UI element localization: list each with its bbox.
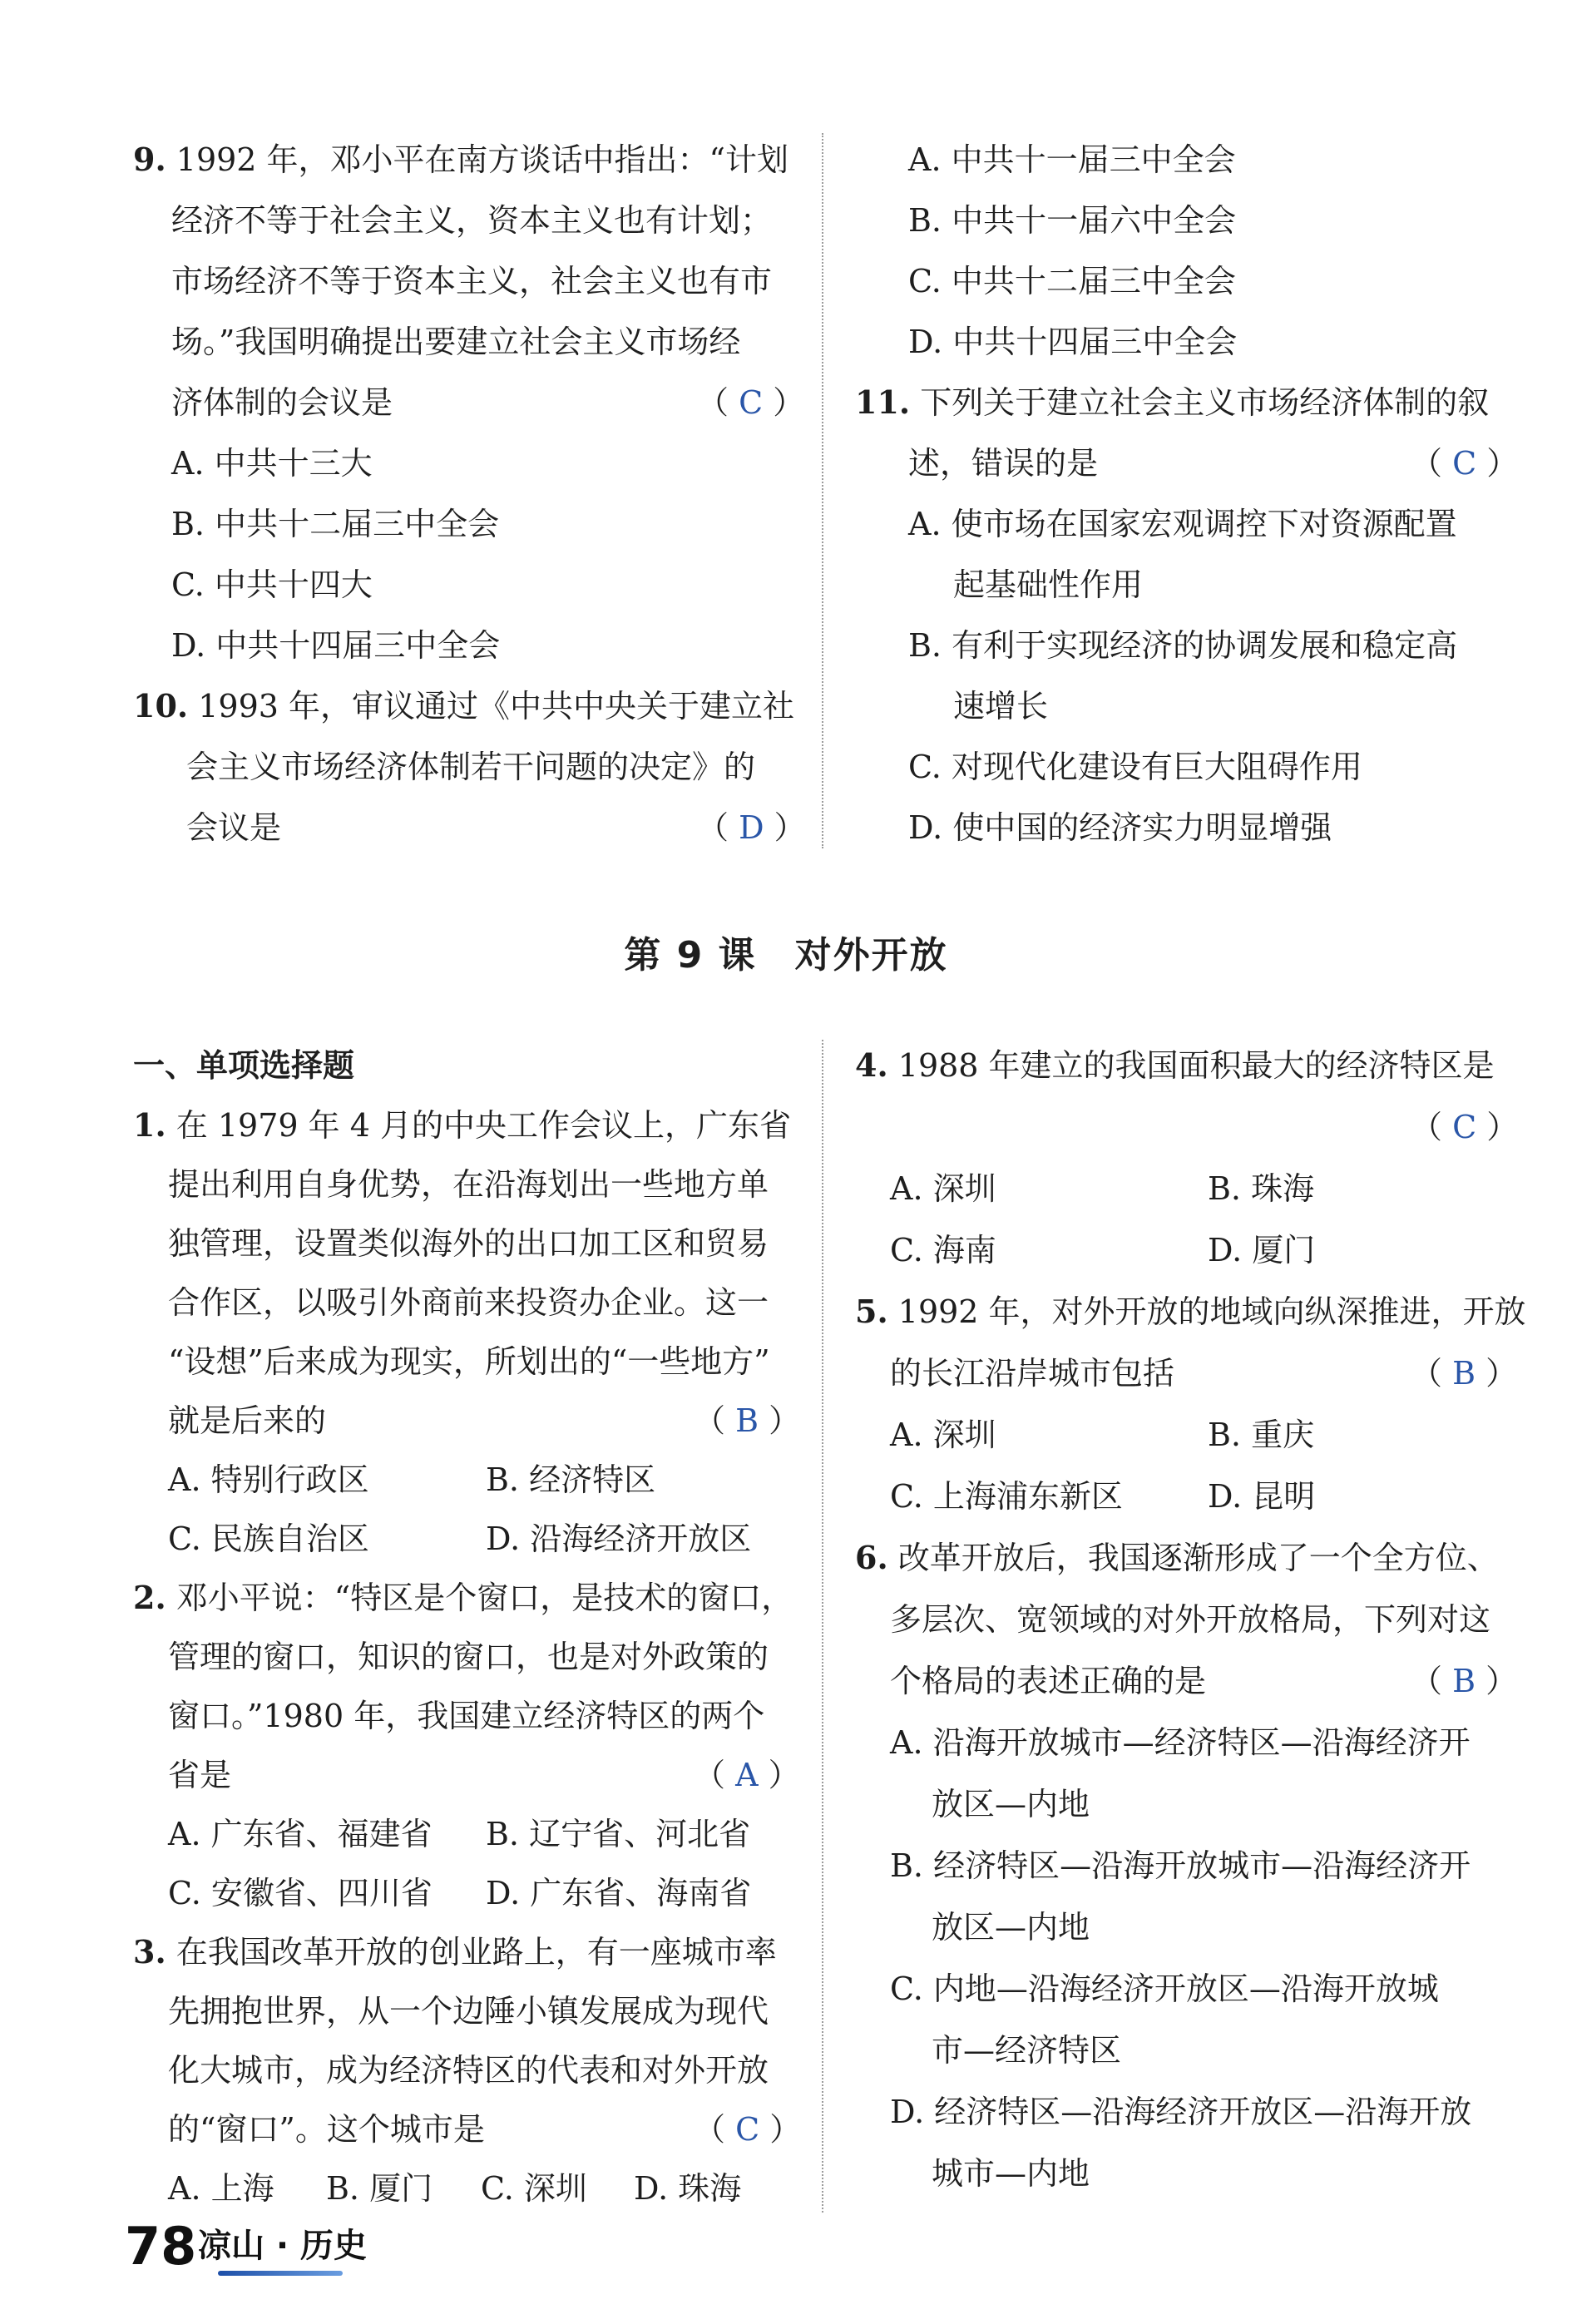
- option-a: A. 深圳: [890, 1170, 996, 1207]
- question-number: 4.: [855, 1046, 888, 1084]
- answer-letter: D: [739, 809, 764, 846]
- answer-letter: C: [1452, 445, 1477, 482]
- question-number: 10.: [133, 687, 189, 724]
- option-a-cont: 起基础性作用: [953, 566, 1144, 603]
- option-c: C. 中共十四大: [171, 566, 373, 603]
- option-b: B. 珠海: [1208, 1170, 1315, 1207]
- answer-blank: （ C ）: [694, 2111, 802, 2148]
- question-number: 5.: [855, 1293, 888, 1330]
- question-text: 合作区，以吸引外商前来投资办企业。这一: [168, 1284, 769, 1321]
- question-number: 9.: [133, 141, 166, 178]
- question-text: 就是后来的: [168, 1402, 327, 1439]
- answer-letter: C: [739, 384, 764, 421]
- option-d: D. 经济特区—沿海经济开放区—沿海开放: [890, 2094, 1472, 2130]
- question-text: 经济不等于社会主义，资本主义也有计划；: [171, 202, 773, 239]
- answer-letter: C: [1452, 1109, 1477, 1145]
- question-text: 场。”我国明确提出要建立社会主义市场经: [171, 324, 741, 360]
- page-number: 78: [125, 2216, 197, 2277]
- answer-blank: （ C ）: [697, 384, 805, 421]
- option-b: B. 重庆: [1208, 1417, 1315, 1453]
- option-c-cont: 市—经济特区: [932, 2032, 1122, 2069]
- lesson-title: 第 9 课 对外开放: [624, 934, 948, 977]
- option-d: D. 昆明: [1208, 1478, 1316, 1515]
- option-d: D. 中共十四届三中全会: [908, 324, 1238, 360]
- question-text: 1988 年建立的我国面积最大的经济特区是: [897, 1047, 1495, 1084]
- option-c: C. 民族自治区: [168, 1520, 369, 1557]
- option-c: C. 中共十二届三中全会: [908, 263, 1236, 299]
- question-text: 市场经济不等于资本主义，社会主义也有市: [171, 263, 773, 299]
- question-text: 1993 年，审议通过《中共中央关于建立社: [198, 688, 795, 724]
- question-text: 窗口。”1980 年，我国建立经济特区的两个: [168, 1698, 765, 1734]
- option-d: D. 沿海经济开放区: [486, 1520, 752, 1557]
- question-text: 多层次、宽领域的对外开放格局，下列对这: [890, 1601, 1491, 1638]
- question-text: 济体制的会议是: [171, 384, 393, 421]
- answer-blank: （ B ）: [1411, 1355, 1518, 1392]
- option-b: B. 辽宁省、河北省: [486, 1816, 751, 1852]
- question-text: 个格局的表述正确的是: [890, 1663, 1207, 1699]
- option-d: D. 厦门: [1208, 1232, 1316, 1268]
- question-text: 独管理，设置类似海外的出口加工区和贸易: [168, 1225, 769, 1262]
- column-divider-top: [822, 133, 823, 848]
- question-text: “设想”后来成为现实，所划出的“一些地方”: [168, 1343, 770, 1380]
- option-a: A. 使市场在国家宏观调控下对资源配置: [908, 506, 1457, 542]
- option-a: A. 沿海开放城市—经济特区—沿海经济开: [890, 1724, 1471, 1761]
- answer-letter: B: [1452, 1663, 1476, 1699]
- option-b: B. 中共十二届三中全会: [171, 506, 500, 542]
- column-divider-bottom: [822, 1040, 823, 2213]
- question-number: 6.: [855, 1539, 888, 1576]
- answer-blank: （ B ）: [694, 1402, 801, 1439]
- option-c: C. 安徽省、四川省: [168, 1875, 433, 1911]
- option-d: D. 使中国的经济实力明显增强: [908, 809, 1332, 846]
- answer-blank: （ C ）: [1411, 1109, 1519, 1145]
- option-b: B. 经济特区—沿海开放城市—沿海经济开: [890, 1847, 1471, 1884]
- question-text: 1992 年，邓小平在南方谈话中指出：“计划: [175, 141, 788, 178]
- question-text: 邓小平说：“特区是个窗口，是技术的窗口，: [175, 1580, 793, 1616]
- question-text: 的长江沿岸城市包括: [890, 1355, 1175, 1392]
- answer-letter: C: [735, 2111, 760, 2148]
- question-text: 述，错误的是: [908, 445, 1099, 482]
- answer-blank: （ A ）: [694, 1757, 800, 1793]
- footer-underline: [218, 2271, 343, 2276]
- question-number: 2.: [133, 1579, 166, 1616]
- option-c: C. 对现代化建设有巨大阻碍作用: [908, 749, 1362, 785]
- option-b: B. 有利于实现经济的协调发展和稳定高: [908, 627, 1458, 664]
- option-d: D. 广东省、海南省: [486, 1875, 752, 1911]
- option-a: A. 深圳: [890, 1417, 996, 1453]
- question-text: 1992 年，对外开放的地域向纵深推进，开放: [897, 1293, 1526, 1330]
- question-text: 在 1979 年 4 月的中央工作会议上，广东省: [175, 1107, 791, 1144]
- option-d-cont: 城市—内地: [932, 2155, 1090, 2192]
- option-b: B. 经济特区: [486, 1461, 656, 1498]
- option-b-cont: 放区—内地: [932, 1909, 1090, 1946]
- option-c: C. 海南: [890, 1232, 996, 1268]
- question-text: 在我国改革开放的创业路上，有一座城市率: [175, 1934, 777, 1970]
- answer-blank: （ D ）: [697, 809, 806, 846]
- question-text: 下列关于建立社会主义市场经济体制的叙: [920, 384, 1490, 421]
- question-text: 化大城市，成为经济特区的代表和对外开放: [168, 2052, 769, 2089]
- footer-label: 凉山 · 历史: [198, 2227, 368, 2265]
- question-number: 11.: [855, 383, 911, 421]
- option-c: C. 上海浦东新区: [890, 1478, 1123, 1515]
- option-a-cont: 放区—内地: [932, 1786, 1090, 1822]
- question-text: 提出利用自身优势，在沿海划出一些地方单: [168, 1166, 769, 1203]
- answer-blank: （ C ）: [1411, 445, 1519, 482]
- question-text: 改革开放后，我国逐渐形成了一个全方位、: [897, 1540, 1499, 1576]
- question-text: 会主义市场经济体制若干问题的决定》的: [186, 749, 756, 785]
- question-number: 1.: [133, 1106, 166, 1144]
- option-c: C. 内地—沿海经济开放区—沿海开放城: [890, 1970, 1439, 2007]
- answer-letter: A: [735, 1757, 759, 1793]
- option-d: D. 中共十四届三中全会: [171, 627, 501, 664]
- question-text: 会议是: [186, 809, 282, 846]
- question-text: 的“窗口”。这个城市是: [168, 2111, 485, 2148]
- option-a: A. 上海: [168, 2170, 274, 2207]
- option-a: A. 广东省、福建省: [168, 1816, 433, 1852]
- option-a: A. 中共十三大: [171, 445, 373, 482]
- answer-letter: B: [735, 1402, 759, 1439]
- section-heading: 一、单项选择题: [133, 1047, 355, 1084]
- question-text: 管理的窗口，知识的窗口，也是对外政策的: [168, 1639, 769, 1675]
- question-text: 先拥抱世界，从一个边陲小镇发展成为现代: [168, 1993, 769, 2030]
- option-c: C. 深圳: [481, 2170, 587, 2207]
- option-a: A. 特别行政区: [168, 1461, 369, 1498]
- option-b: B. 厦门: [326, 2170, 433, 2207]
- option-b-cont: 速增长: [953, 688, 1049, 724]
- option-b: B. 中共十一届六中全会: [908, 202, 1237, 239]
- option-d: D. 珠海: [634, 2170, 742, 2207]
- option-a: A. 中共十一届三中全会: [908, 141, 1236, 178]
- question-text: 省是: [168, 1757, 232, 1793]
- answer-letter: B: [1452, 1355, 1476, 1392]
- question-number: 3.: [133, 1933, 166, 1970]
- answer-blank: （ B ）: [1411, 1663, 1518, 1699]
